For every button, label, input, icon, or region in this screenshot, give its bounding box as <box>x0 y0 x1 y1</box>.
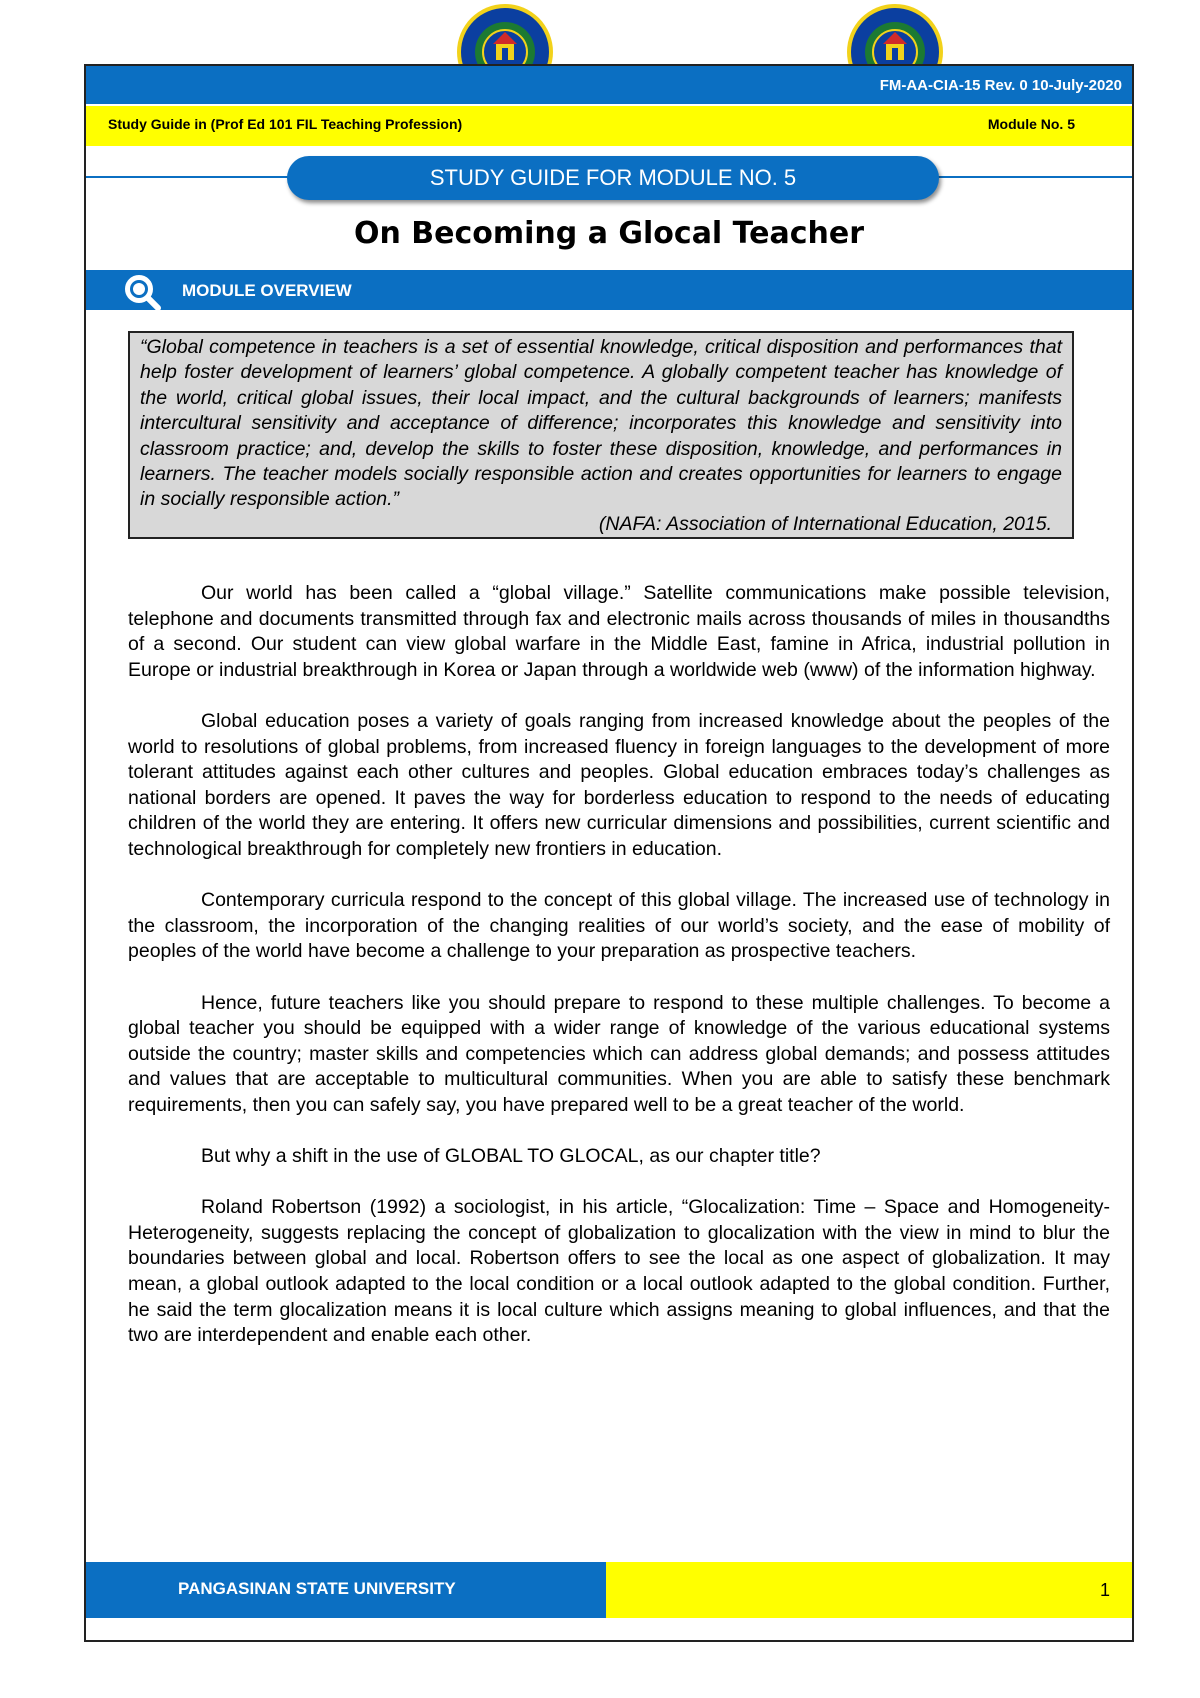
study-guide-title: Study Guide in (Prof Ed 101 FIL Teaching Profession) <box>108 116 463 132</box>
module-banner: STUDY GUIDE FOR MODULE NO. 5 <box>287 156 939 200</box>
quote-box <box>128 331 1074 539</box>
paragraph: But why a shift in the use of GLOBAL TO GLOCAL, as our chapter title? <box>201 1145 821 1168</box>
paragraph: Global education poses a variety of goals ranging from increased knowledge about the peoples of the world to resolutions of global problems, from increased fluency in foreign languages to the development of more tolerant attitudes against each other cultures and peoples. Global education embraces today’s challenges as national borders are opened. It paves the way for borderless education to respond to the needs of educating children of the world they are entering. It offers new curricular dimensions and possibilities, current scientific and technological breakthrough for completely new frontiers in education. <box>128 709 1110 860</box>
quote-text: “Global competence in teachers is a set of essential knowledge, critical disposition and performances that help foster development of learners’ global competence. A globally competent teacher has knowledge of the world, critical global issues, their local impact, and the cultural backgrounds of learners; manifests intercultural sensitivity and acceptance of difference; incorporates this knowledge and sensitivity into classroom practice; and, develop the skills to foster these disposition, knowledge, and performances in learners. The teacher models socially responsible action and creates opportunities for learners to engage in socially responsible action.” <box>140 336 1062 511</box>
paragraph: Our world has been called a “global village.” Satellite communications make possible television, telephone and documents transmitted through fax and electronic mails across thousands of miles in thousandths of a second. Our student can view global warfare in the Middle East, famine in Africa, industrial pollution in Europe or industrial breakthrough in Korea or Japan through a worldwide web (www) of the information highway. <box>128 582 1110 681</box>
quote-citation: (NAFA: Association of International Education, 2015. <box>598 512 1052 535</box>
module-number: Module No. 5 <box>987 116 1075 132</box>
paragraph: Hence, future teachers like you should prepare to respond to these multiple challenges. To become a global teacher you should be equipped with a wider range of knowledge of the various educational systems outside the country; master skills and competencies which can address global demands; and possess attitudes and values that are acceptable to multicultural communities. When you are able to satisfy these benchmark requirements, then you can safely say, you have prepared well to be a great teacher of the world. <box>128 991 1110 1116</box>
page-number: 1 <box>1100 1580 1111 1600</box>
magnifier-icon <box>120 270 164 310</box>
footer-yellow-band <box>606 1562 1132 1618</box>
module-overview-label: MODULE OVERVIEW <box>182 281 352 300</box>
footer-university: PANGASINAN STATE UNIVERSITY <box>178 1579 456 1598</box>
paragraph: Contemporary curricula respond to the concept of this global village. The increased use of technology in the classroom, the incorporation of the changing realities of our world’s society, and the ease of mobility of peoples of the world have become a challenge to your preparation as prospective teachers. <box>128 889 1110 963</box>
page-title: On Becoming a Glocal Teacher <box>353 216 865 251</box>
body-text <box>128 581 1110 1374</box>
paragraph: Roland Robertson (1992) a sociologist, in his article, “Glocalization: Time – Space and Homogeneity-Heterogeneity, suggests replacing the concept of globalization to glocalization with the view in mind to blur the boundaries between global and local. Robertson offers to see the local as one aspect of globalization. It may mean, a global outlook adapted to the local condition or a local outlook adapted to the global condition. Further, he said the term glocalization means it is local culture which assigns meaning to global influences, and that the two are interdependent and enable each other. <box>128 1196 1110 1347</box>
form-code: FM-AA-CIA-15 Rev. 0 10-July-2020 <box>879 77 1122 94</box>
